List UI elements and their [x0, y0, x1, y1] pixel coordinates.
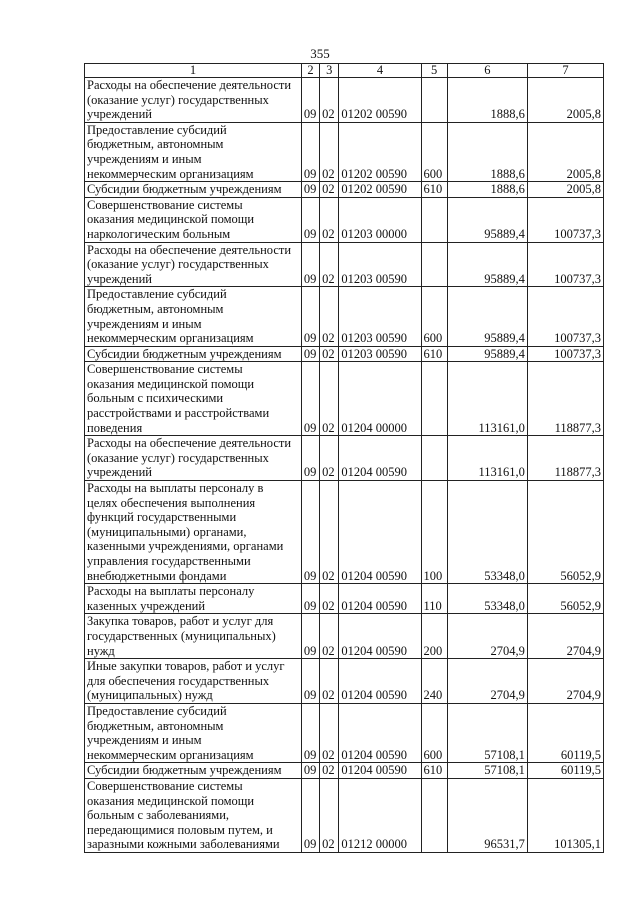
- table-row: [85, 703, 604, 762]
- expense-type-code: 100: [421, 481, 447, 584]
- table-row: [85, 778, 604, 852]
- expense-name: Субсидии бюджетным учреждениям: [85, 763, 302, 779]
- table-row: [85, 287, 604, 346]
- header-cell-6: 6: [447, 64, 527, 78]
- expense-name: Расходы на выплаты персоналу казенных учреждений: [85, 584, 302, 614]
- expense-type-code: [421, 78, 447, 123]
- expense-type-code: 200: [421, 614, 447, 659]
- target-article-code: 01202 00590: [339, 182, 421, 198]
- amount-year-2: 100737,3: [527, 197, 603, 242]
- amount-year-1: 96531,7: [447, 778, 527, 852]
- expense-type-code: [421, 362, 447, 436]
- expense-type-code: 600: [421, 287, 447, 346]
- amount-year-2: 56052,9: [527, 584, 603, 614]
- subsection-code: 02: [320, 197, 339, 242]
- amount-year-2: 100737,3: [527, 287, 603, 346]
- table-row: [85, 78, 604, 123]
- expense-name: Субсидии бюджетным учреждениям: [85, 346, 302, 362]
- expense-type-code: [421, 242, 447, 287]
- target-article-code: 01203 00590: [339, 287, 421, 346]
- expense-type-code: [421, 197, 447, 242]
- amount-year-2: 2704,9: [527, 659, 603, 704]
- amount-year-1: 113161,0: [447, 362, 527, 436]
- expense-type-code: 600: [421, 703, 447, 762]
- header-cell-5: 5: [421, 64, 447, 78]
- amount-year-1: 113161,0: [447, 436, 527, 481]
- amount-year-2: 2005,8: [527, 78, 603, 123]
- table-row: [85, 659, 604, 704]
- subsection-code: 02: [320, 763, 339, 779]
- target-article-code: 01202 00590: [339, 122, 421, 181]
- table-row: [85, 584, 604, 614]
- table-row: [85, 614, 604, 659]
- section-code: 09: [301, 584, 319, 614]
- section-code: 09: [301, 436, 319, 481]
- amount-year-2: 2704,9: [527, 614, 603, 659]
- target-article-code: 01204 00590: [339, 481, 421, 584]
- subsection-code: 02: [320, 182, 339, 198]
- subsection-code: 02: [320, 584, 339, 614]
- target-article-code: 01204 00590: [339, 659, 421, 704]
- amount-year-2: 101305,1: [527, 778, 603, 852]
- expense-name: Совершенствование системы оказания медицинской помощи больным с психическими расстройствами и расстройствами поведения: [85, 362, 302, 436]
- subsection-code: 02: [320, 287, 339, 346]
- subsection-code: 02: [320, 778, 339, 852]
- section-code: 09: [301, 197, 319, 242]
- section-code: 09: [301, 703, 319, 762]
- section-code: 09: [301, 763, 319, 779]
- subsection-code: 02: [320, 346, 339, 362]
- header-cell-1: 1: [85, 64, 302, 78]
- table-row: [85, 346, 604, 362]
- expense-name: Субсидии бюджетным учреждениям: [85, 182, 302, 198]
- subsection-code: 02: [320, 481, 339, 584]
- header-cell-3: 3: [320, 64, 339, 78]
- amount-year-1: 2704,9: [447, 614, 527, 659]
- header-cell-4: 4: [339, 64, 421, 78]
- target-article-code: 01212 00000: [339, 778, 421, 852]
- header-cell-7: 7: [527, 64, 603, 78]
- expense-name: Закупка товаров, работ и услуг для государственных (муниципальных) нужд: [85, 614, 302, 659]
- expense-type-code: 610: [421, 763, 447, 779]
- expense-name: Совершенствование системы оказания медицинской помощи наркологическим больным: [85, 197, 302, 242]
- expense-name: Расходы на обеспечение деятельности (оказание услуг) государственных учреждений: [85, 242, 302, 287]
- table-row: [85, 182, 604, 198]
- section-code: 09: [301, 778, 319, 852]
- expense-name: Предоставление субсидий бюджетным, автономным учреждениям и иным некоммерческим организациям: [85, 703, 302, 762]
- section-code: 09: [301, 78, 319, 123]
- amount-year-1: 95889,4: [447, 242, 527, 287]
- amount-year-1: 95889,4: [447, 346, 527, 362]
- expense-type-code: 240: [421, 659, 447, 704]
- amount-year-2: 100737,3: [527, 346, 603, 362]
- amount-year-1: 1888,6: [447, 78, 527, 123]
- amount-year-2: 2005,8: [527, 122, 603, 181]
- target-article-code: 01203 00590: [339, 346, 421, 362]
- amount-year-2: 118877,3: [527, 436, 603, 481]
- amount-year-1: 53348,0: [447, 584, 527, 614]
- amount-year-1: 95889,4: [447, 287, 527, 346]
- subsection-code: 02: [320, 78, 339, 123]
- expense-type-code: 610: [421, 182, 447, 198]
- amount-year-2: 60119,5: [527, 763, 603, 779]
- section-code: 09: [301, 182, 319, 198]
- table-row: [85, 763, 604, 779]
- target-article-code: 01204 00590: [339, 703, 421, 762]
- target-article-code: 01204 00590: [339, 436, 421, 481]
- section-code: 09: [301, 614, 319, 659]
- subsection-code: 02: [320, 362, 339, 436]
- subsection-code: 02: [320, 614, 339, 659]
- table-row: [85, 481, 604, 584]
- amount-year-2: 56052,9: [527, 481, 603, 584]
- amount-year-1: 95889,4: [447, 197, 527, 242]
- section-code: 09: [301, 362, 319, 436]
- expense-name: Иные закупки товаров, работ и услуг для обеспечения государственных (муниципальных) нужд: [85, 659, 302, 704]
- section-code: 09: [301, 122, 319, 181]
- expense-name: Предоставление субсидий бюджетным, автономным учреждениям и иным некоммерческим организациям: [85, 287, 302, 346]
- amount-year-2: 118877,3: [527, 362, 603, 436]
- section-code: 09: [301, 287, 319, 346]
- target-article-code: 01204 00590: [339, 584, 421, 614]
- section-code: 09: [301, 242, 319, 287]
- section-code: 09: [301, 659, 319, 704]
- subsection-code: 02: [320, 659, 339, 704]
- budget-table: [84, 63, 604, 853]
- target-article-code: 01204 00590: [339, 763, 421, 779]
- target-article-code: 01203 00000: [339, 197, 421, 242]
- table-row: [85, 122, 604, 181]
- expense-name: Совершенствование системы оказания медицинской помощи больным с заболеваниями, передающимися половым путем, и заразными кожными заболеваниями: [85, 778, 302, 852]
- amount-year-2: 2005,8: [527, 182, 603, 198]
- expense-type-code: 600: [421, 122, 447, 181]
- expense-name: Расходы на обеспечение деятельности (оказание услуг) государственных учреждений: [85, 436, 302, 481]
- target-article-code: 01203 00590: [339, 242, 421, 287]
- expense-type-code: 610: [421, 346, 447, 362]
- header-row: [85, 64, 604, 78]
- subsection-code: 02: [320, 703, 339, 762]
- amount-year-2: 60119,5: [527, 703, 603, 762]
- section-code: 09: [301, 346, 319, 362]
- expense-type-code: 110: [421, 584, 447, 614]
- header-cell-2: 2: [301, 64, 319, 78]
- section-code: 09: [301, 481, 319, 584]
- subsection-code: 02: [320, 122, 339, 181]
- table-row: [85, 242, 604, 287]
- expense-name: Расходы на обеспечение деятельности (оказание услуг) государственных учреждений: [85, 78, 302, 123]
- table-row: [85, 362, 604, 436]
- expense-type-code: [421, 778, 447, 852]
- amount-year-1: 57108,1: [447, 703, 527, 762]
- amount-year-1: 1888,6: [447, 122, 527, 181]
- subsection-code: 02: [320, 436, 339, 481]
- target-article-code: 01202 00590: [339, 78, 421, 123]
- page-number: 355: [310, 46, 330, 61]
- expense-type-code: [421, 436, 447, 481]
- amount-year-1: 57108,1: [447, 763, 527, 779]
- amount-year-1: 2704,9: [447, 659, 527, 704]
- target-article-code: 01204 00590: [339, 614, 421, 659]
- amount-year-2: 100737,3: [527, 242, 603, 287]
- amount-year-1: 53348,0: [447, 481, 527, 584]
- expense-name: Предоставление субсидий бюджетным, автономным учреждениям и иным некоммерческим организациям: [85, 122, 302, 181]
- subsection-code: 02: [320, 242, 339, 287]
- target-article-code: 01204 00000: [339, 362, 421, 436]
- table-row: [85, 436, 604, 481]
- expense-name: Расходы на выплаты персоналу в целях обеспечения выполнения функций государственными (муниципальными) органами, казенными учреждениями, органами управления государственными внебюджетными фондами: [85, 481, 302, 584]
- table-row: [85, 197, 604, 242]
- amount-year-1: 1888,6: [447, 182, 527, 198]
